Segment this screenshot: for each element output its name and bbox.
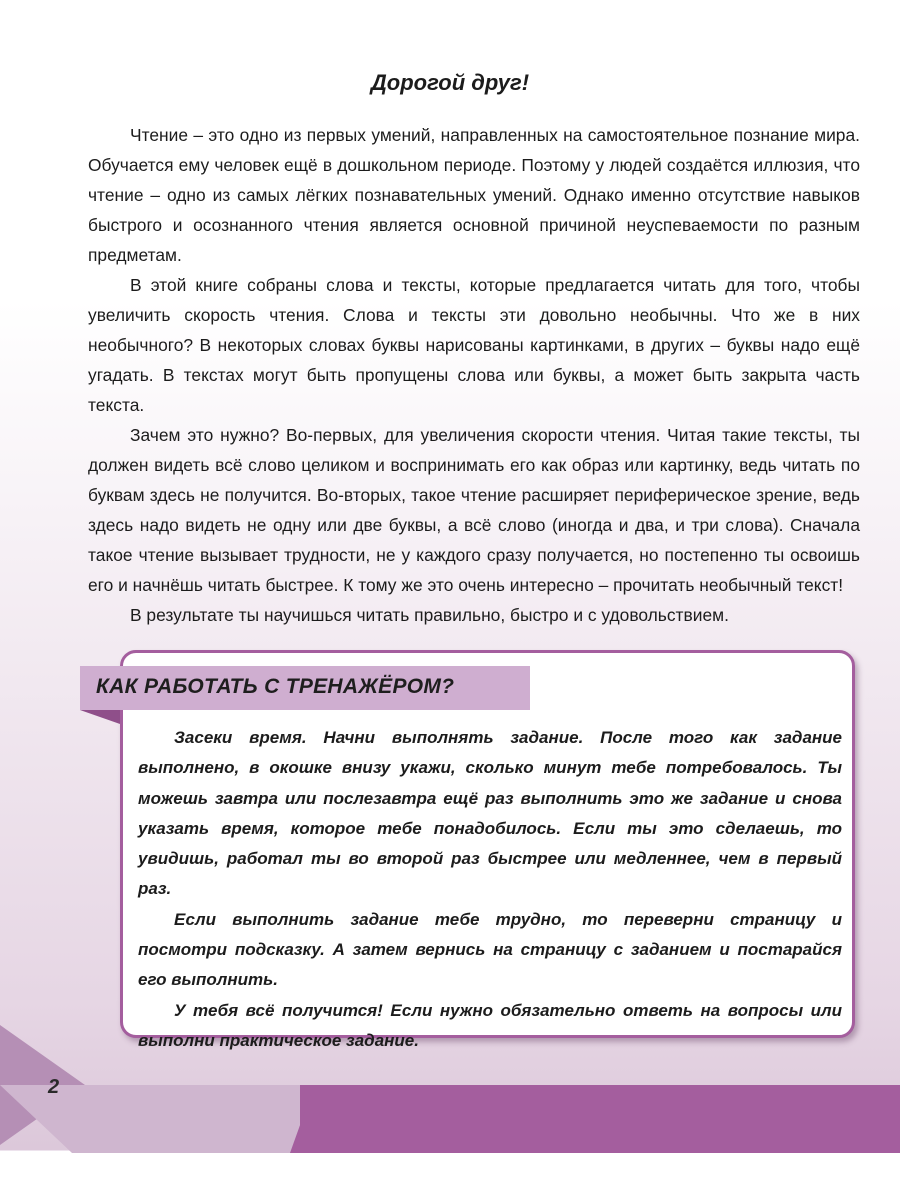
instructions-text <box>138 723 842 1056</box>
intro-paragraph: Зачем это нужно? Во-первых, для увеличения скорости чтения. Читая такие тексты, ты должен видеть всё слово целиком и воспринимать его как образ или картинку, ведь читать по буквам здесь не получится. Во-вторых, такое чтение расширяет периферическое зрение, ведь здесь надо видеть не одну или две буквы, а всё слово (иногда и два, и три слова). Сначала такое чтение вызывает трудности, не у каждого сразу получается, но постепенно ты освоишь его и начнёшь читать быстрее. К тому же это очень интересно – прочитать необычный текст! <box>88 425 860 595</box>
instructions-title: КАК РАБОТАТЬ С ТРЕНАЖЁРОМ? <box>96 675 455 698</box>
decorative-bottom-band-dark <box>290 1085 900 1153</box>
intro-text <box>88 120 860 630</box>
intro-paragraph: В результате ты научишься читать правильно, быстро и с удовольствием. <box>130 605 729 625</box>
instructions-paragraph: Если выполнить задание тебе трудно, то переверни страницу и посмотри подсказку. А затем вернись на страницу с заданием и постарайся его выполнить. <box>138 909 842 990</box>
instructions-paragraph: У тебя всё получится! Если нужно обязательно ответь на вопросы или выполни практическое задание. <box>138 1000 842 1050</box>
page-title: Дорогой друг! <box>370 70 530 95</box>
instructions-paragraph: Засеки время. Начни выполнять задание. После того как задание выполнено, в окошке внизу укажи, сколько минут тебе потребовалось. Ты можешь завтра или послезавтра ещё раз выполнить это же задание и снова указать время, которое тебе понадобилось. Если ты это сделаешь, то увидишь, работал ты во второй раз быстрее или медленнее, чем в первый раз. <box>138 728 842 899</box>
intro-paragraph: Чтение – это одно из первых умений, направленных на самостоятельное познание мира. Обучается ему человек ещё в дошкольном периоде. Поэтому у людей создаётся иллюзия, что чтение – одно из самых лёгких познавательных умений. Однако именно отсутствие навыков быстрого и осознанного чтения является основной причиной неуспеваемости по разным предметам. <box>88 125 860 265</box>
instructions-header-fold <box>80 710 120 724</box>
intro-paragraph: В этой книге собраны слова и тексты, которые предлагается читать для того, чтобы увеличить скорость чтения. Слова и тексты эти довольно необычны. Что же в них необычного? В некоторых словах буквы нарисованы картинками, в других – буквы надо ещё угадать. В текстах могут быть пропущены слова или буквы, а может быть закрыта часть текста. <box>88 275 860 415</box>
page-number: 2 <box>48 1076 60 1098</box>
